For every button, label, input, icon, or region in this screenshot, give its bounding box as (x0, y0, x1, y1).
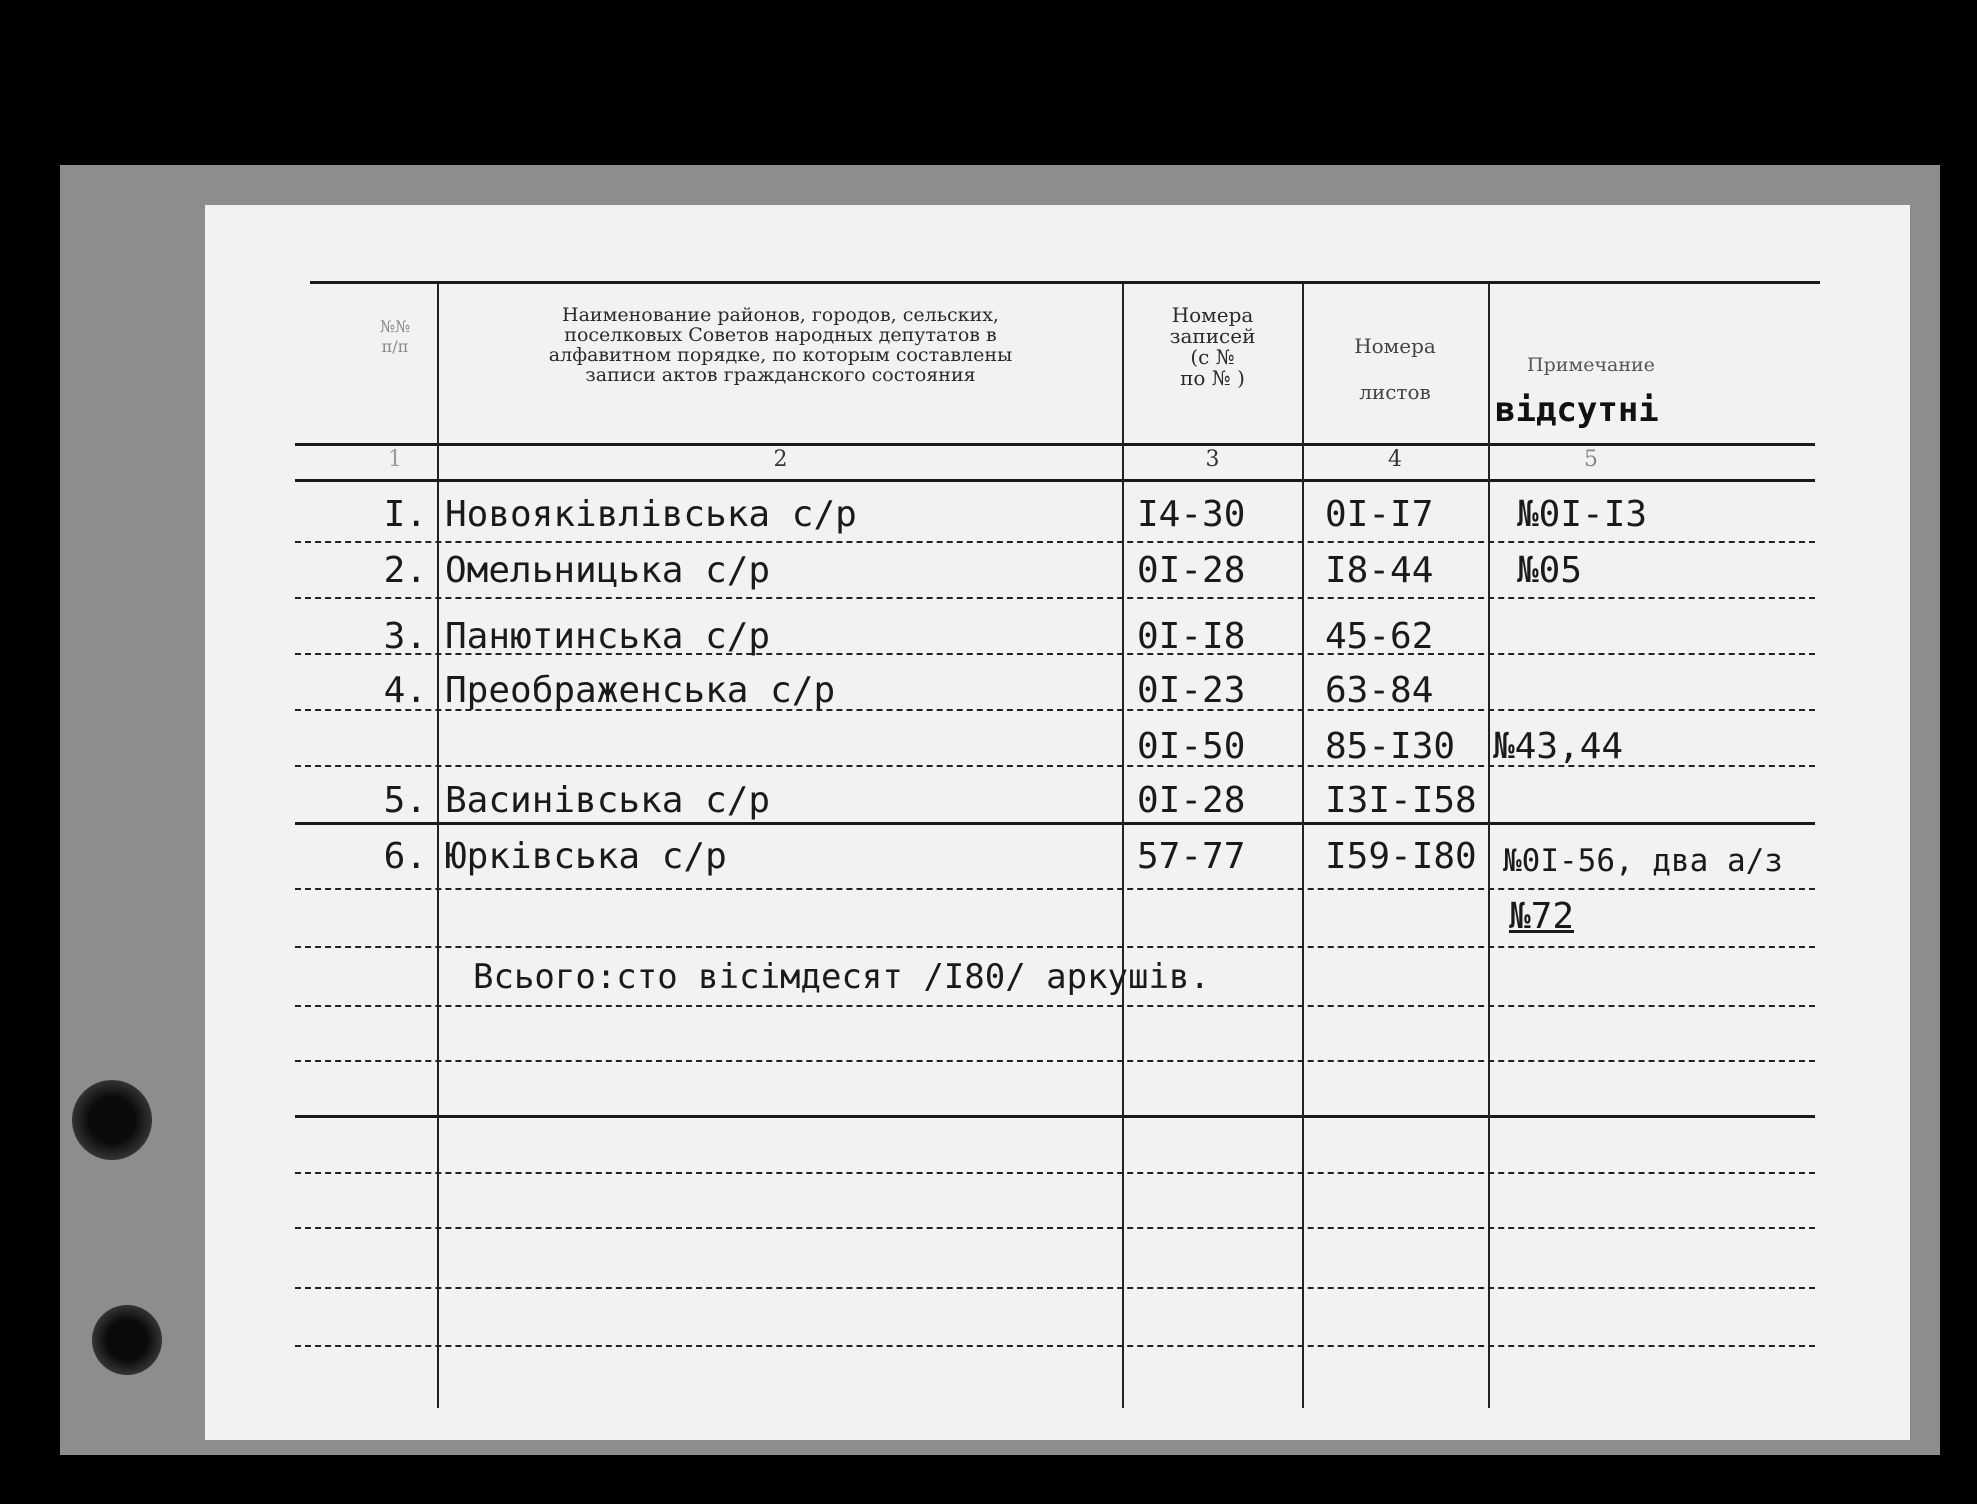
sheet-range: 85-I30 (1325, 726, 1456, 767)
record-range: 0I-I8 (1137, 616, 1246, 657)
header-sheet-numbers: Номера листов (1354, 334, 1436, 404)
sheet-range: I3I-I58 (1325, 780, 1477, 821)
record-range: 0I-28 (1137, 780, 1246, 821)
rule (295, 541, 1815, 543)
sheet-range: 45-62 (1325, 616, 1434, 657)
header-record-numbers: Номера записей (с № по № ) (1169, 303, 1256, 390)
council-name: Преображенська с/р (445, 670, 836, 711)
sheet-range: 0I-I7 (1325, 494, 1434, 535)
punch-hole (72, 1080, 152, 1160)
column-number: 2 (773, 447, 788, 472)
note: №72 (1509, 896, 1575, 937)
row-number: 6. (383, 836, 427, 877)
note: №05 (1517, 550, 1583, 591)
note: №43,44 (1493, 726, 1624, 767)
column-number: 3 (1205, 447, 1220, 472)
column-number: 5 (1584, 447, 1598, 472)
header-name: Наименование районов, городов, сельских, поселковых Советов народных депутатов в алфавитном порядке, по которым составлены записи актов гражданского состояния (548, 304, 1013, 386)
record-range: 57-77 (1137, 836, 1246, 877)
rule (310, 281, 1820, 284)
row-number: 5. (383, 780, 427, 821)
rule (295, 1345, 1815, 1347)
column-divider (1488, 283, 1490, 1408)
note: №0I-I3 (1517, 494, 1648, 535)
header-number: №№ п/п (379, 317, 411, 356)
sheet-range: I59-I80 (1325, 836, 1477, 877)
column-divider (437, 283, 439, 1408)
note: №0I-56, два а/з (1503, 843, 1783, 879)
column-divider (1302, 283, 1304, 1408)
council-name: Панютинська с/р (445, 616, 771, 657)
rule (295, 443, 1815, 446)
rule (295, 946, 1815, 948)
council-name: Юркiвська с/р (445, 836, 727, 877)
header-notes: Примечание (1527, 354, 1655, 376)
rule (295, 1005, 1815, 1007)
row-number: 4. (383, 670, 427, 711)
column-divider (1122, 283, 1124, 1408)
rule (295, 888, 1815, 890)
rule (295, 1287, 1815, 1289)
punch-hole (92, 1305, 162, 1375)
stamp-absent: відсутні (1495, 390, 1659, 430)
rule (295, 1060, 1815, 1062)
rule (295, 1115, 1815, 1118)
rule (295, 822, 1815, 825)
sheet-range: 63-84 (1325, 670, 1434, 711)
row-number: I. (383, 494, 427, 535)
rule (295, 597, 1815, 599)
council-name: Васинiвська с/р (445, 780, 771, 821)
total-sheets: Всього:сто вiсiмдесят /I80/ аркушiв. (473, 957, 1210, 997)
column-number: 4 (1388, 447, 1402, 472)
record-range: 0I-23 (1137, 670, 1246, 711)
register-card (205, 205, 1910, 1440)
rule (295, 1172, 1815, 1174)
record-range: 0I-28 (1137, 550, 1246, 591)
row-number: 3. (383, 616, 427, 657)
rule (295, 1227, 1815, 1229)
record-range: I4-30 (1137, 494, 1246, 535)
sheet-range: I8-44 (1325, 550, 1434, 591)
council-name: Омельницька с/р (445, 550, 771, 591)
rule (295, 479, 1815, 482)
council-name: Новоякiвлiвська с/р (445, 494, 857, 535)
record-range: 0I-50 (1137, 726, 1246, 767)
row-number: 2. (383, 550, 427, 591)
column-number: 1 (388, 447, 402, 472)
